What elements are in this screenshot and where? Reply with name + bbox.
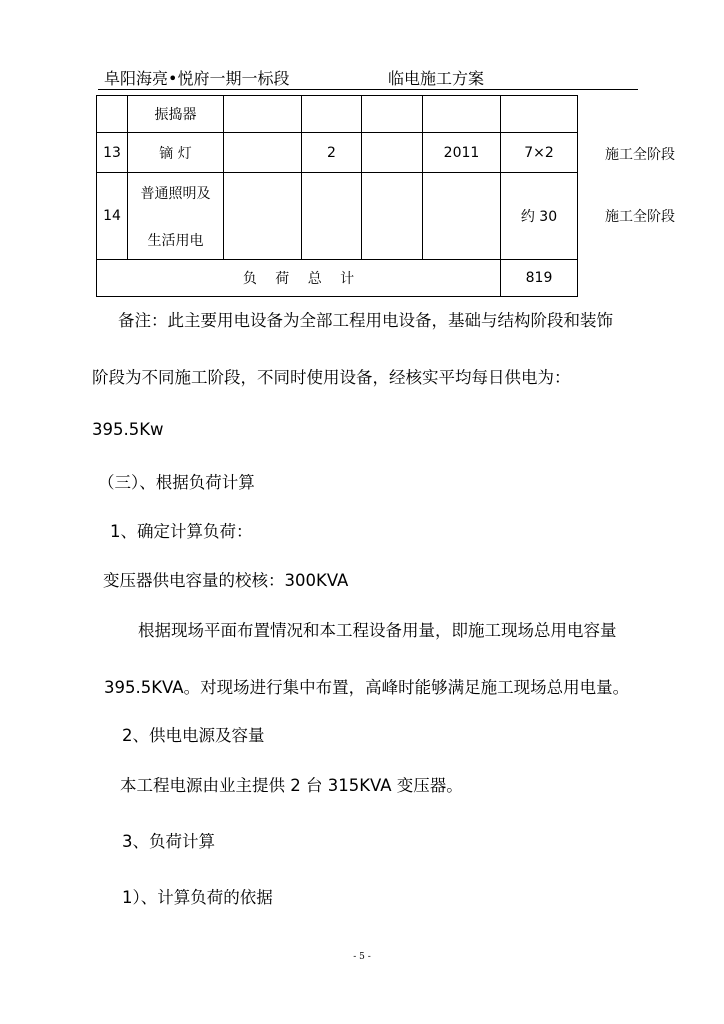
table-cell-name-line1: 普通照明及 — [140, 186, 211, 202]
document-header-title: 临电施工方案 — [388, 69, 485, 88]
table-cell-name: 镝 灯 — [159, 145, 192, 162]
power-source-text: 本工程电源由业主提供 2 台 315KVA 变压器。 — [120, 776, 463, 795]
capacity-paragraph-cont: 395.5KVA。对现场进行集中布置，高峰时能够满足施工现场总用电量。 — [104, 678, 630, 697]
note-paragraph-cont: 阶段为不同施工阶段，不同时使用设备，经核实平均每日供电为： — [92, 368, 571, 387]
table-total-value: 819 — [525, 270, 553, 286]
subsection-heading: 1、确定计算负荷： — [110, 522, 253, 541]
daily-power-value: 395.5Kw — [92, 420, 164, 439]
table-cell-number: 13 — [103, 144, 121, 161]
table-line — [422, 95, 423, 259]
section-heading: （三）、根据负荷计算 — [98, 473, 255, 492]
table-line — [223, 95, 224, 259]
table-line — [577, 95, 578, 296]
table-cell-power: 7×2 — [524, 144, 554, 161]
capacity-paragraph: 根据现场平面布置情况和本工程设备用量，即施工现场总用电容量 — [138, 621, 617, 640]
table-cell-quantity: 2 — [327, 144, 336, 161]
header-rule — [98, 89, 638, 90]
table-cell-stage: 施工全阶段 — [605, 209, 675, 225]
table-cell-name-line2: 生活用电 — [147, 233, 204, 249]
table-cell-power: 约 30 — [520, 209, 558, 225]
table-cell-number: 14 — [103, 208, 121, 224]
transformer-capacity-text: 变压器供电容量的校核：300KVA — [103, 571, 349, 590]
note-paragraph: 备注：此主要用电设备为全部工程用电设备，基础与结构阶段和装饰 — [118, 311, 613, 330]
table-total-label: 负 荷 总 计 — [242, 271, 355, 287]
table-line — [96, 296, 578, 297]
subsection-heading: 2、供电电源及容量 — [122, 726, 265, 745]
table-cell-name: 振捣器 — [154, 107, 197, 123]
table-cell-year: 2011 — [443, 144, 480, 161]
table-cell-stage: 施工全阶段 — [605, 147, 675, 163]
subsection-heading: 1）、计算负荷的依据 — [122, 888, 273, 907]
table-line — [301, 95, 302, 259]
table-line — [361, 95, 362, 259]
subsection-heading: 3、负荷计算 — [122, 832, 215, 851]
page-number: - 5 - — [353, 952, 371, 962]
document-header-project: 阜阳海亮•悦府一期一标段 — [104, 69, 290, 88]
